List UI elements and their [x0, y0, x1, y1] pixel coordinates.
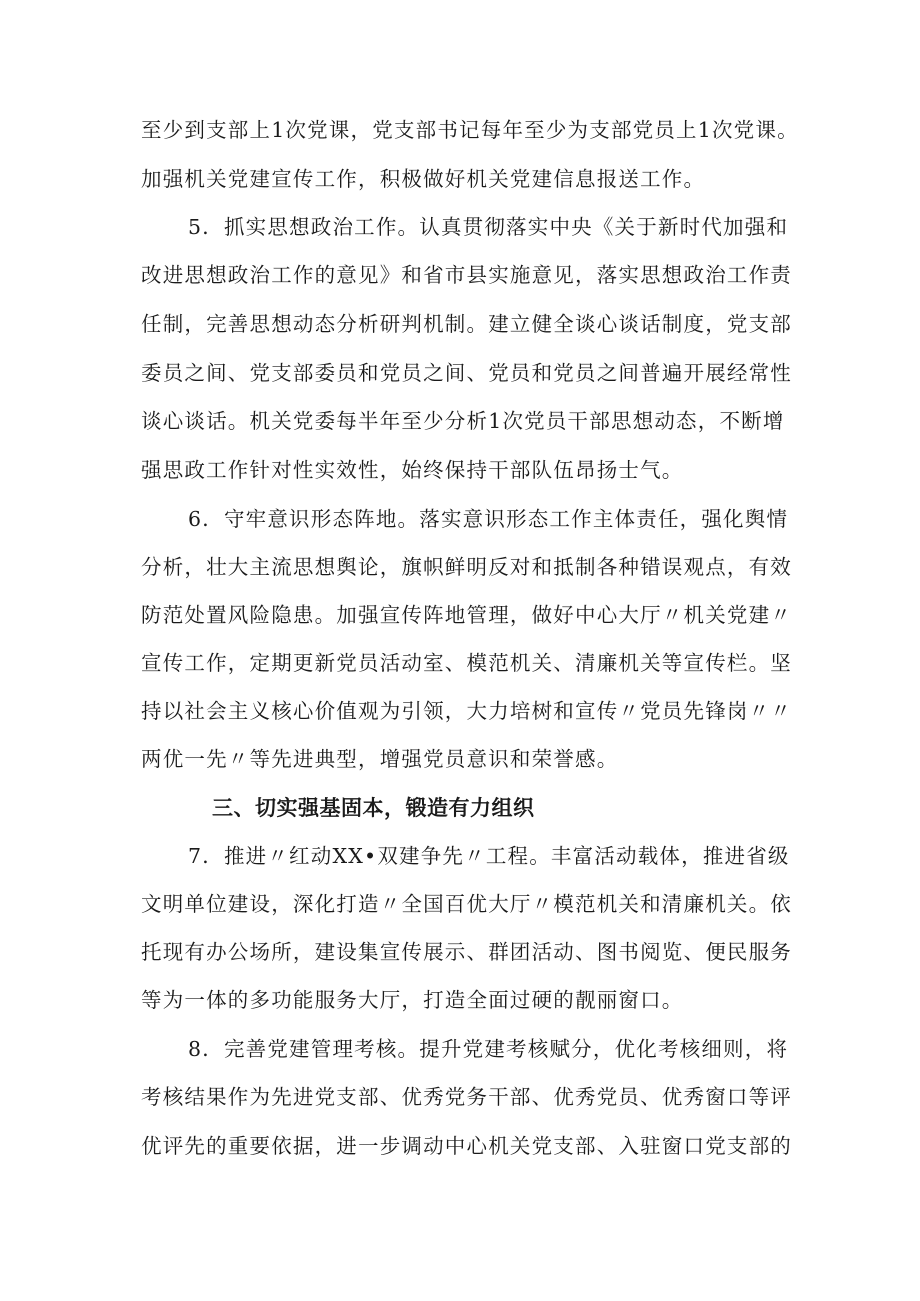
paragraph-line: 考核结果作为先进党支部、优秀党务干部、优秀党员、优秀窗口等评 — [141, 1085, 792, 1109]
section-heading: 三、切实强基固本，锻造有力组织 — [212, 796, 535, 820]
paragraph-line: 6．守牢意识形态阵地。落实意识形态工作主体责任，强化舆情 — [188, 507, 789, 531]
paragraph-line: 宣传工作，定期更新党员活动室、模范机关、清廉机关等宣传栏。坚 — [141, 651, 792, 675]
paragraph-line: 5．抓实思想政治工作。认真贯彻落实中央《关于新时代加强和 — [188, 215, 789, 239]
paragraph-line: 委员之间、党支部委员和党员之间、党员和党员之间普遍开展经常性 — [141, 361, 792, 385]
paragraph-line: 文明单位建设，深化打造〃全国百优大厅〃模范机关和清廉机关。依 — [141, 892, 792, 916]
paragraph-line: 持以社会主义核心价值观为引领，大力培树和宣传〃党员先锋岗〃〃 — [141, 699, 792, 723]
paragraph-line: 强思政工作针对性实效性，始终保持干部队伍昂扬士气。 — [141, 458, 684, 482]
paragraph-line: 7．推进〃红动XX•双建争先〃工程。丰富活动载体，推进省级 — [188, 844, 790, 868]
paragraph-line: 谈心谈话。机关党委每半年至少分析1次党员干部思想动态，不断增 — [141, 409, 785, 433]
paragraph-line: 等为一体的多功能服务大厅，打造全面过硬的靓丽窗口。 — [141, 988, 684, 1012]
paragraph-line: 分析，壮大主流思想舆论，旗帜鲜明反对和抵制各种错误观点，有效 — [141, 555, 792, 579]
paragraph-line: 防范处置风险隐患。加强宣传阵地管理，做好中心大厅〃机关党建〃 — [141, 603, 792, 627]
paragraph-line: 托现有办公场所，建设集宣传展示、群团活动、图书阅览、便民服务 — [141, 940, 792, 964]
paragraph-line: 8．完善党建管理考核。提升党建考核赋分，优化考核细则，将 — [188, 1037, 789, 1061]
paragraph-line: 改进思想政治工作的意见》和省市县实施意见，落实思想政治工作责 — [141, 263, 792, 287]
paragraph-line: 至少到支部上1次党课，党支部书记每年至少为支部党员上1次党课。 — [141, 118, 799, 142]
paragraph-line: 任制，完善思想动态分析研判机制。建立健全谈心谈话制度，党支部 — [141, 312, 792, 336]
paragraph-line: 加强机关党建宣传工作，积极做好机关党建信息报送工作。 — [141, 167, 706, 191]
paragraph-line: 两优一先〃等先进典型，增强党员意识和荣誉感。 — [141, 747, 619, 771]
paragraph-line: 优评先的重要依据，进一步调动中心机关党支部、入驻窗口党支部的 — [141, 1134, 792, 1158]
